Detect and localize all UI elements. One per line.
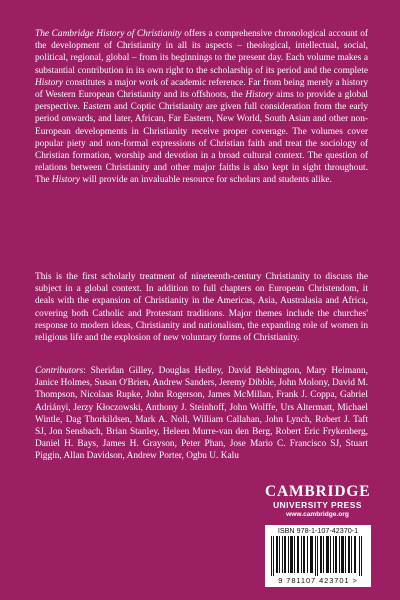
barcode-icon bbox=[271, 536, 365, 576]
volume-description-text: This is the first scholarly treatment of nineteenth-century Christianity to discuss the subject in a global context. In addition to full chapters on European Christendom, it deals with the expansion of Christianity in the Americas, Asia, Australasia and Africa, covering both Catholic and Protestant traditions. Major themes include the churches' response to modern ideas, Christianity and nationalism, the expanding role of women in religious life and the explosion of new voluntary forms of Christianity. bbox=[35, 272, 368, 344]
series-description-text-2: constitutes a major work of academic reference. Far from being merely a history of Western European Christianity and its offshoots, the bbox=[35, 77, 368, 101]
series-description-text-3: aims to provide a global perspective. Eastern and Coptic Christianity are given full consideration from the early period onwards, and later, African, Far Eastern, New World, South Asian and other non-European developments in Christianity receive proper coverage. The volumes cover popular piety and non-formal expressions of Christian faith and treat the sociology of Christian formation, worship and devotion in a broad cultural context. The question of relations between Christianity and other major faiths is also kept in sight throughout. The bbox=[35, 90, 368, 186]
isbn-label: ISBN 978-1-107-42370-1 bbox=[277, 526, 359, 535]
series-description bbox=[35, 28, 368, 187]
contributors-list: : Sheridan Gilley, Douglas Hedley, David Bebbington, Mary Heimann, Janice Holmes, Susan O'Brien, Andrew Sanders, Jeremy Dibble, John Molony, David M. Thompson, Nicolaas Rupke, John Rogerson, James McMillan, Frank J. Coppa, Gabriel Adriányi, Jerzy Kłoczowski, Anthony J. Steinhoff, John Wolffe, Urs Altermatt, Michael Wintle, Dag Thorkildsen, Mark A. Noll, William Callahan, John Lynch, Robert J. Taft SJ, Jon Sensbach, Brian Stanley, Heleen Murre-van den Berg, Robert Eric Frykenberg, Daniel H. Bays, James H. Grayson, Peter Phan, Jose Mario C. Francisco SJ, Stuart Piggin, Allan Davidson, Andrew Porter, Ogbu U. Kalu bbox=[35, 366, 368, 462]
history-italic-2: History bbox=[245, 90, 274, 101]
contributors-label: Contributors bbox=[35, 366, 84, 376]
barcode-panel bbox=[265, 525, 371, 587]
contributors-block bbox=[35, 365, 368, 463]
history-italic-3: History bbox=[51, 175, 80, 186]
history-italic-1: History bbox=[35, 77, 64, 88]
publisher-press: UNIVERSITY PRESS bbox=[273, 500, 362, 510]
publisher-logo bbox=[265, 484, 370, 519]
publisher-name: CAMBRIDGE bbox=[265, 483, 371, 500]
series-title: The Cambridge History of Christianity bbox=[35, 29, 182, 39]
publisher-url: www.cambridge.org bbox=[286, 511, 349, 518]
barcode-digits: 9 781107 423701 > bbox=[278, 576, 358, 585]
series-description-text-1: offers a comprehensive chronological account of the development of Christianity in all its aspects – theological, intellectual, social, political, regional, global – from its beginnings to the present day. Each volume makes a substantial contribution in its own right to the scholarship of its period and the complete bbox=[35, 29, 368, 76]
series-description-text-4: will provide an invaluable resource for scholars and students alike. bbox=[79, 175, 332, 186]
volume-description bbox=[35, 271, 368, 344]
